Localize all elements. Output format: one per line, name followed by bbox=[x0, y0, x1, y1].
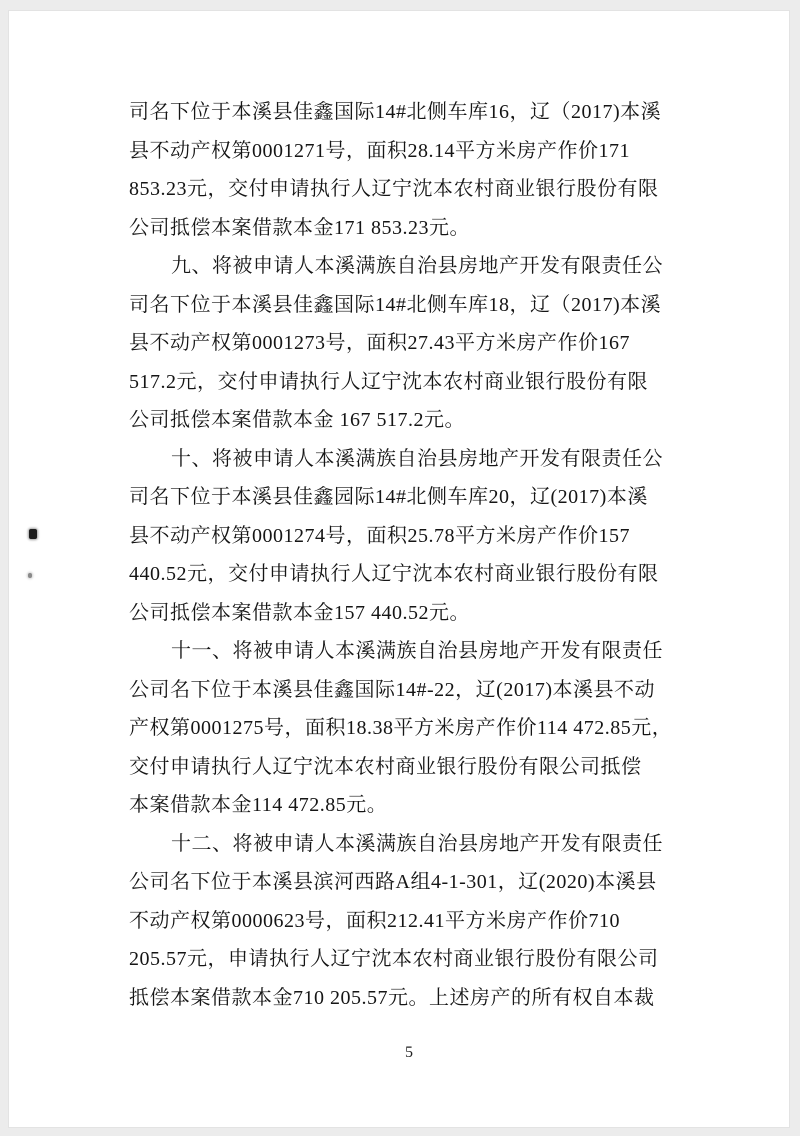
text-line: 县不动产权第0001274号，面积25.78平方米房产作价157 bbox=[129, 524, 630, 547]
text-line: 853.23元，交付申请执行人辽宁沈本农村商业银行股份有限 bbox=[129, 178, 659, 200]
text-line: 440.52元，交付申请执行人辽宁沈本农村商业银行股份有限 bbox=[129, 563, 659, 585]
text-line: 公司抵偿本案借款本金 167 517.2元。 bbox=[129, 409, 465, 431]
text-line: 不动产权第0000623号，面积212.41平方米房产作价710 bbox=[129, 909, 620, 932]
text-line: 十、将被申请人本溪满族自治县房地产开发有限责任公 bbox=[171, 447, 663, 470]
text-line: 517.2元，交付申请执行人辽宁沈本农村商业银行股份有限 bbox=[129, 370, 648, 393]
text-line: 公司名下位于本溪县佳鑫国际14#-22，辽(2017)本溪县不动 bbox=[129, 678, 655, 701]
text-line: 司名下位于本溪县佳鑫国际14#北侧车库18，辽（2017)本溪 bbox=[129, 293, 662, 316]
text-line: 县不动产权第0001273号，面积27.43平方米房产作价167 bbox=[129, 332, 630, 354]
page-number: 5 bbox=[405, 1044, 413, 1061]
text-line: 十二、将被申请人本溪满族自治县房地产开发有限责任 bbox=[171, 832, 663, 855]
text-line: 公司抵偿本案借款本金171 853.23元。 bbox=[129, 216, 470, 239]
text-line: 九、将被申请人本溪满族自治县房地产开发有限责任公 bbox=[171, 255, 663, 277]
text-line: 产权第0001275号，面积18.38平方米房产作价114 472.85元， bbox=[129, 717, 673, 739]
text-line: 交付申请执行人辽宁沈本农村商业银行股份有限公司抵偿 bbox=[129, 755, 642, 778]
text-line: 抵偿本案借款本金710 205.57元。上述房产的所有权自本裁 bbox=[129, 986, 655, 1009]
document-body bbox=[129, 93, 729, 1017]
text-line: 公司名下位于本溪县滨河西路A组4-1-301，辽(2020)本溪县 bbox=[129, 871, 657, 893]
scan-speck bbox=[29, 529, 37, 539]
text-line: 司名下位于本溪县佳鑫园际14#北侧车库20，辽(2017)本溪 bbox=[129, 486, 648, 508]
text-line: 司名下位于本溪县佳鑫国际14#北侧车库16，辽（2017)本溪 bbox=[129, 101, 662, 123]
text-line: 县不动产权第0001271号，面积28.14平方米房产作价171 bbox=[129, 139, 630, 162]
document-page bbox=[8, 10, 790, 1128]
text-line: 十一、将被申请人本溪满族自治县房地产开发有限责任 bbox=[171, 640, 663, 662]
text-line: 205.57元，申请执行人辽宁沈本农村商业银行股份有限公司 bbox=[129, 948, 659, 970]
text-line: 公司抵偿本案借款本金157 440.52元。 bbox=[129, 601, 470, 624]
text-line: 本案借款本金114 472.85元。 bbox=[129, 794, 388, 816]
scan-speck bbox=[28, 573, 32, 578]
